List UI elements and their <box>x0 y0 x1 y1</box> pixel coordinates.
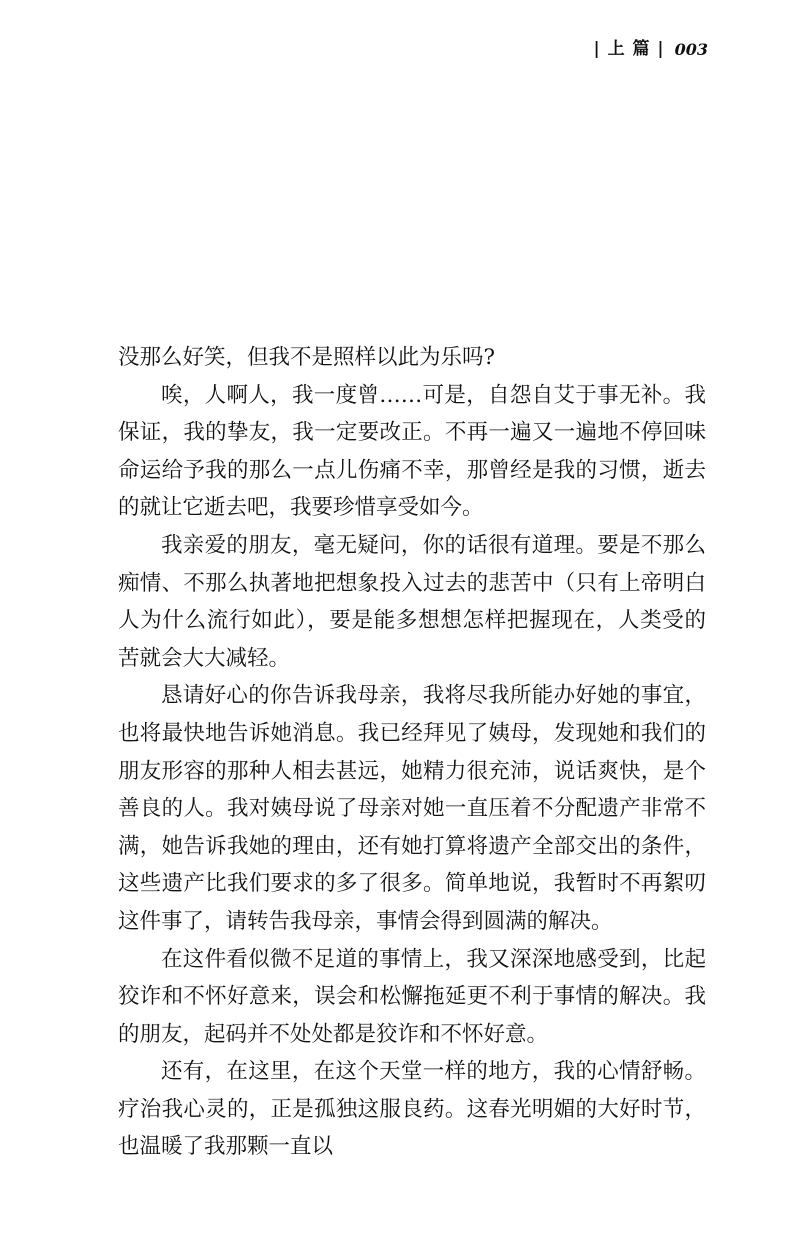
paragraph: 我亲爱的朋友，毫无疑问，你的话很有道理。要是不那么痴情、不那么执著地把想象投入过去的悲苦中（只有上帝明白人为什么流行如此），要是能多想想怎样把握现在，人类受的苦就会大大减轻。 <box>118 532 706 671</box>
paragraph: 还有，在这里，在这个天堂一样的地方，我的心情舒畅。疗治我心灵的，正是孤独这服良药。这春光明媚的大好时节，也温暖了我那颗一直以 <box>118 1059 706 1160</box>
body-text <box>118 339 706 1166</box>
paragraph: 在这件看似微不足道的事情上，我又深深地感受到，比起狡诈和不怀好意来，误会和松懈拖延更不利于事情的解决。我的朋友，起码并不处处都是狡诈和不怀好意。 <box>118 946 706 1047</box>
page-number: 003 <box>674 39 708 59</box>
paragraph: 唉，人啊人，我一度曾……可是，自怨自艾于事无补。我保证，我的挚友，我一定要改正。不再一遍又一遍地不停回味命运给予我的那么一点儿伤痛不幸，那曾经是我的习惯，逝去的就让它逝去吧，我要珍惜享受如今。 <box>118 382 706 521</box>
paragraph: 没那么好笑，但我不是照样以此为乐吗? <box>118 345 496 370</box>
paragraph: 恳请好心的你告诉我母亲，我将尽我所能办好她的事宜，也将最快地告诉她消息。我已经拜见了姨母，发现她和我们的朋友形容的那种人相去甚远，她精力很充沛，说话爽快，是个善良的人。我对姨母说了母亲对她一直压着不分配遗产非常不满，她告诉我她的理由，还有她打算将遗产全部交出的条件，这些遗产比我们要求的多了很多。简单地说，我暂时不再絮叨这件事了，请转告我母亲，事情会得到圆满的解决。 <box>118 683 706 934</box>
section-label: | 上 篇 | <box>593 39 665 59</box>
running-head <box>593 41 708 58</box>
